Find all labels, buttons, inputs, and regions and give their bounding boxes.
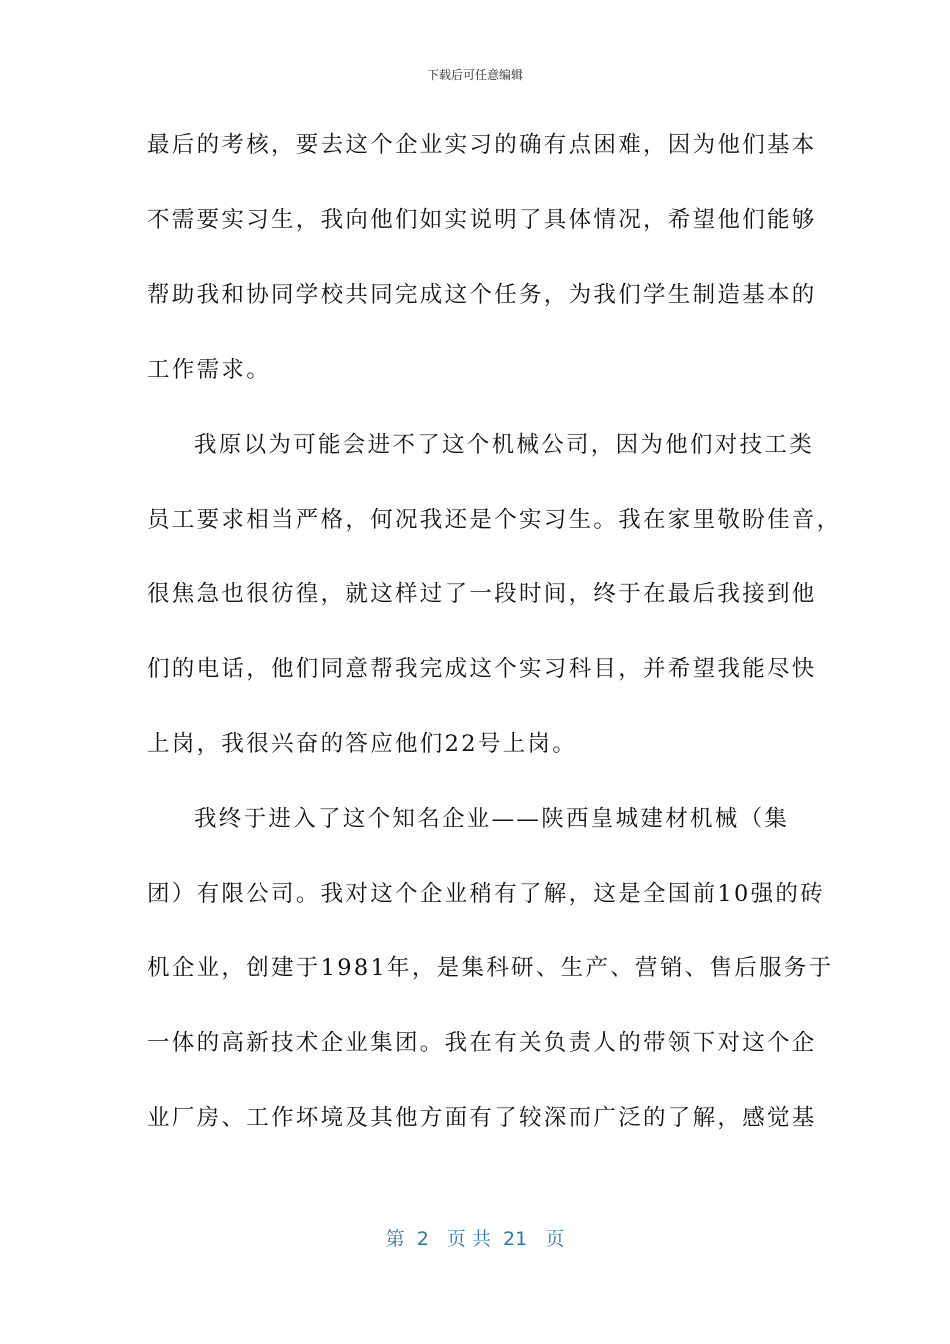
text-line: 很焦急也很彷徨，就这样过了一段时间，终于在最后我接到他 bbox=[147, 581, 817, 607]
page-number-footer: 第 2 页 共 21 页 bbox=[385, 1228, 565, 1250]
page-header: 下载后可任意编辑 bbox=[426, 68, 523, 82]
text-line: 最后的考核，要去这个企业实习的确有点困难，因为他们基本 bbox=[147, 132, 817, 158]
text-line: 上岗，我很兴奋的答应他们22号上岗。 bbox=[147, 731, 578, 757]
text-line: 们的电话，他们同意帮我完成这个实习科目，并希望我能尽快 bbox=[147, 656, 817, 682]
text-line: 员工要求相当严格，何况我还是个实习生。我在家里敬盼佳音， bbox=[147, 507, 842, 533]
text-line: 帮助我和协同学校共同完成这个任务，为我们学生制造基本的 bbox=[147, 282, 817, 308]
text-line: 机企业，创建于1981年，是集科研、生产、营销、售后服务于 bbox=[147, 955, 834, 981]
text-line: 一体的高新技术企业集团。我在有关负责人的带领下对这个企 bbox=[147, 1030, 817, 1056]
text-line: 我原以为可能会进不了这个机械公司，因为他们对技工类 bbox=[194, 432, 815, 458]
text-line: 我终于进入了这个知名企业——陕西皇城建材机械（集 bbox=[194, 806, 790, 832]
text-line: 团）有限公司。我对这个企业稍有了解，这是全国前10强的砖 bbox=[147, 881, 826, 907]
text-line: 业厂房、工作坏境及其他方面有了较深而广泛的了解，感觉基 bbox=[147, 1105, 817, 1131]
text-line: 不需要实习生，我向他们如实说明了具体情况，希望他们能够 bbox=[147, 207, 817, 233]
text-line: 工作需求。 bbox=[147, 357, 272, 383]
